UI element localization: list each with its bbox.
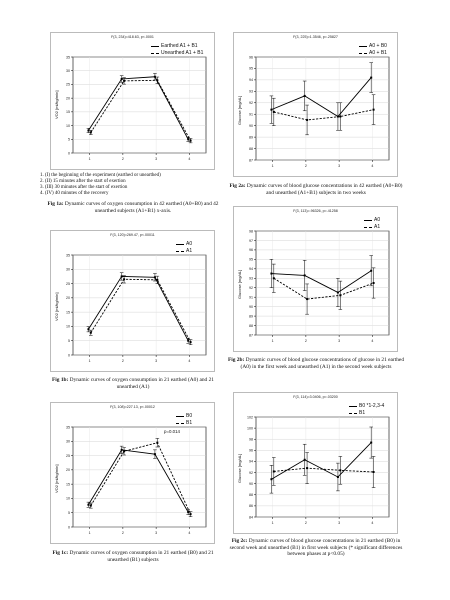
list-item: 2. (II) 15 minutes after the start of exertion [40,179,126,184]
x-tick-label: 3 [155,157,158,161]
chart-stat: F(3, 113)=.96326, p=.41258 [293,209,338,213]
y-tick-label: 93 [249,89,253,94]
series-line [271,78,371,117]
series-line [88,450,188,512]
y-axis-label: VO2 [ml/kg/min] [54,90,59,119]
y-tick-label: 94 [249,267,253,272]
data-point [270,273,272,275]
y-tick-label: 87 [249,158,253,163]
data-point [339,294,341,296]
data-point [370,442,372,444]
caption-fig1c: Fig 1c: Dynamic curves of oxygen consumption in 21 earthed (B0) and 21 unearthed (B1) subjects [52,550,214,563]
phase-list [40,173,161,197]
legend-item: B0 *1-2,3-4 [349,403,384,410]
y-tick-label: 10 [66,123,70,128]
plot-svg [51,33,214,169]
y-tick-label: 0 [68,353,70,358]
data-point [156,279,158,281]
chart-stat: F(3, 108)=227.13, p<.00012 [110,405,155,409]
caption-fig2a: Fig 2a: Dynamic curves of blood glucose concentrations in 42 earthed (A0+B0) and unearthed (A1+B1) subjects in two weeks [229,183,403,196]
data-point [123,450,125,452]
data-point [306,298,308,300]
y-tick-label: 92 [249,101,253,106]
y-tick-label: 20 [66,468,70,473]
legend-item: B0 [176,413,192,420]
y-tick-label: 88 [249,493,253,498]
y-tick-label: 25 [66,281,70,286]
data-point [90,131,92,133]
x-tick-label: 1 [88,359,91,363]
data-point [370,77,372,79]
y-tick-label: 92 [249,470,253,475]
data-point [304,274,306,276]
y-tick-label: 35 [66,55,70,60]
x-tick-label: 3 [338,339,341,343]
x-tick-label: 4 [371,339,374,343]
figure-2c-chart [233,392,398,534]
series-line [274,278,374,299]
y-tick-label: 96 [249,448,253,453]
y-tick-label: 20 [66,296,70,301]
chart-stat: F(3, 225)=1.3546, p=.25827 [293,35,338,39]
x-tick-label: 4 [188,359,191,363]
y-tick-label: 98 [249,437,253,442]
y-tick-label: 95 [249,257,253,262]
legend-item: A0 [176,241,192,248]
y-axis-label: Glucose [mg/dL] [237,269,242,299]
data-point [337,291,339,293]
x-tick-label: 2 [121,531,124,535]
y-tick-label: 88 [249,323,253,328]
significance-annotation: p=0.014 [164,429,180,434]
data-point [373,109,375,111]
y-tick-label: 94 [249,78,253,83]
data-point [306,467,308,469]
legend-item: A1 [364,224,380,231]
figure-2b-chart [233,206,398,352]
x-tick-label: 4 [188,531,191,535]
data-point [154,76,156,78]
y-tick-label: 15 [66,310,70,315]
legend-item: A0 + B1 [359,50,387,57]
plot-frame [256,231,389,335]
x-tick-label: 3 [338,521,341,525]
x-tick-label: 1 [88,157,91,161]
data-point [190,140,192,142]
y-tick-label: 30 [66,69,70,74]
plot-svg [51,403,214,543]
plot-frame [73,427,206,527]
data-point [373,471,375,473]
figure-1b-chart [50,230,215,372]
y-tick-label: 93 [249,276,253,281]
y-tick-label: 90 [249,123,253,128]
data-point [373,282,375,284]
y-tick-label: 90 [249,481,253,486]
y-tick-label: 30 [66,439,70,444]
chart-stat: F(3, 114)=3.0406, p=.03200 [293,395,338,399]
y-tick-label: 92 [249,286,253,291]
data-point [90,332,92,334]
y-tick-label: 0 [68,151,70,156]
y-tick-label: 88 [249,146,253,151]
data-point [304,459,306,461]
y-tick-label: 25 [66,82,70,87]
data-point [273,111,275,113]
x-tick-label: 2 [121,359,124,363]
series-line [91,443,191,514]
data-point [154,276,156,278]
series-line [91,279,191,342]
legend-item: B1 [176,420,192,427]
x-tick-label: 3 [155,359,158,363]
x-tick-label: 1 [271,164,274,168]
y-tick-label: 5 [68,137,70,142]
data-point [190,341,192,343]
data-point [187,340,189,342]
x-tick-label: 2 [121,157,124,161]
data-point [156,79,158,81]
figure-1c-chart [50,402,215,544]
y-tick-label: 98 [249,229,253,234]
y-tick-label: 91 [249,112,253,117]
y-tick-label: 102 [247,415,253,420]
data-point [339,469,341,471]
series-line [91,80,191,140]
y-tick-label: 95 [249,66,253,71]
y-axis-label: VO2 [ml/kg/min] [54,292,59,321]
data-point [190,513,192,515]
y-tick-label: 20 [66,96,70,101]
data-point [306,119,308,121]
plot-svg [51,231,214,371]
y-tick-label: 86 [249,504,253,509]
y-tick-label: 25 [66,453,70,458]
data-point [273,277,275,279]
legend-item: B1 [349,410,384,417]
y-tick-label: 96 [249,248,253,253]
data-point [87,504,89,506]
series-line [274,110,374,120]
y-tick-label: 10 [66,496,70,501]
series-line [88,276,188,340]
y-tick-label: 89 [249,314,253,319]
plot-svg [234,393,397,533]
x-tick-label: 3 [338,164,341,168]
x-tick-label: 2 [304,339,307,343]
legend-item: Unearthed A1 + B1 [151,50,203,57]
chart-stat: F(3, 234)=418.63, p<.0001 [111,35,154,39]
figure-1a-chart [50,32,215,170]
data-point [154,453,156,455]
y-tick-label: 15 [66,482,70,487]
y-axis-label: Glucose [mg/dL] [237,95,242,125]
x-tick-label: 4 [371,164,374,168]
y-axis-label: VO2 [ml/kg/min] [54,464,59,493]
x-tick-label: 3 [155,531,158,535]
x-tick-label: 4 [188,157,191,161]
series-line [271,271,371,293]
data-point [121,78,123,80]
data-point [337,476,339,478]
plot-frame [256,417,389,517]
data-point [123,278,125,280]
data-point [273,470,275,472]
series-line [88,77,188,140]
y-tick-label: 5 [68,511,70,516]
plot-frame [256,57,389,160]
x-tick-label: 2 [304,521,307,525]
x-tick-label: 1 [271,339,274,343]
legend-item: A0 [364,217,380,224]
x-tick-label: 1 [271,521,274,525]
list-item: 4. (IV) 40 minutes of the recovery [40,191,109,196]
list-item: 3. (III) 30 minutes after the start of exertion [40,185,128,190]
y-tick-label: 15 [66,110,70,115]
figure-2a-chart [233,32,398,177]
x-tick-label: 2 [304,164,307,168]
y-tick-label: 35 [66,253,70,258]
y-axis-label: Glucose [mg/dL] [237,453,242,483]
y-tick-label: 96 [249,55,253,60]
y-tick-label: 97 [249,238,253,243]
x-tick-label: 1 [88,531,91,535]
y-tick-label: 100 [247,426,253,431]
y-tick-label: 35 [66,425,70,430]
y-tick-label: 10 [66,324,70,329]
y-tick-label: 87 [249,333,253,338]
y-tick-label: 0 [68,525,70,530]
caption-fig2b: Fig 2b: Dynamic curves of blood glucose concentrations of glucose in 21 earthed (A0) in the first week and unearthed (A1) in the second week subjects [227,357,405,370]
data-point [121,449,123,451]
y-tick-label: 84 [249,515,253,520]
y-tick-label: 90 [249,304,253,309]
legend-item: A0 + B0 [359,43,387,50]
y-tick-label: 5 [68,339,70,344]
y-tick-label: 30 [66,267,70,272]
caption-fig2c: Fig 2c: Dynamic curves of blood glucose concentrations in 21 earthed (B0) in second week and unearthed (B1) in first week subjects (* significant differences between phases at p<0.05) [229,538,403,558]
y-tick-label: 94 [249,459,253,464]
list-item: 1. (I) the beginning of the experiment (earthed or unearthed) [40,173,161,178]
data-point [270,478,272,480]
chart-stat: F(3, 120)=269.47, p<.00011 [110,233,155,237]
data-point [123,80,125,82]
caption-fig1b: Fig 1b: Dynamic curves of oxygen consumption in 21 earthed (A0) and 21 unearthed (A1) [52,377,214,390]
data-point [87,130,89,132]
plot-frame [73,57,206,153]
x-tick-label: 4 [371,521,374,525]
y-tick-label: 91 [249,295,253,300]
y-tick-label: 89 [249,135,253,140]
series-line [271,443,371,480]
plot-svg [234,207,397,351]
legend-item: A1 [176,248,192,255]
legend-item: Earthed A1 + B1 [151,43,203,50]
plot-svg [234,33,397,176]
data-point [370,270,372,272]
data-point [90,505,92,507]
data-point [339,116,341,118]
caption-fig1a: Fig 1a: Dynamic curves of oxygen consumption in 42 earthed (A0+B0) and 42 unearthed subjects (A1+B1) x-axis. [47,201,219,214]
data-point [270,109,272,111]
data-point [304,95,306,97]
data-point [156,442,158,444]
plot-frame [73,255,206,355]
